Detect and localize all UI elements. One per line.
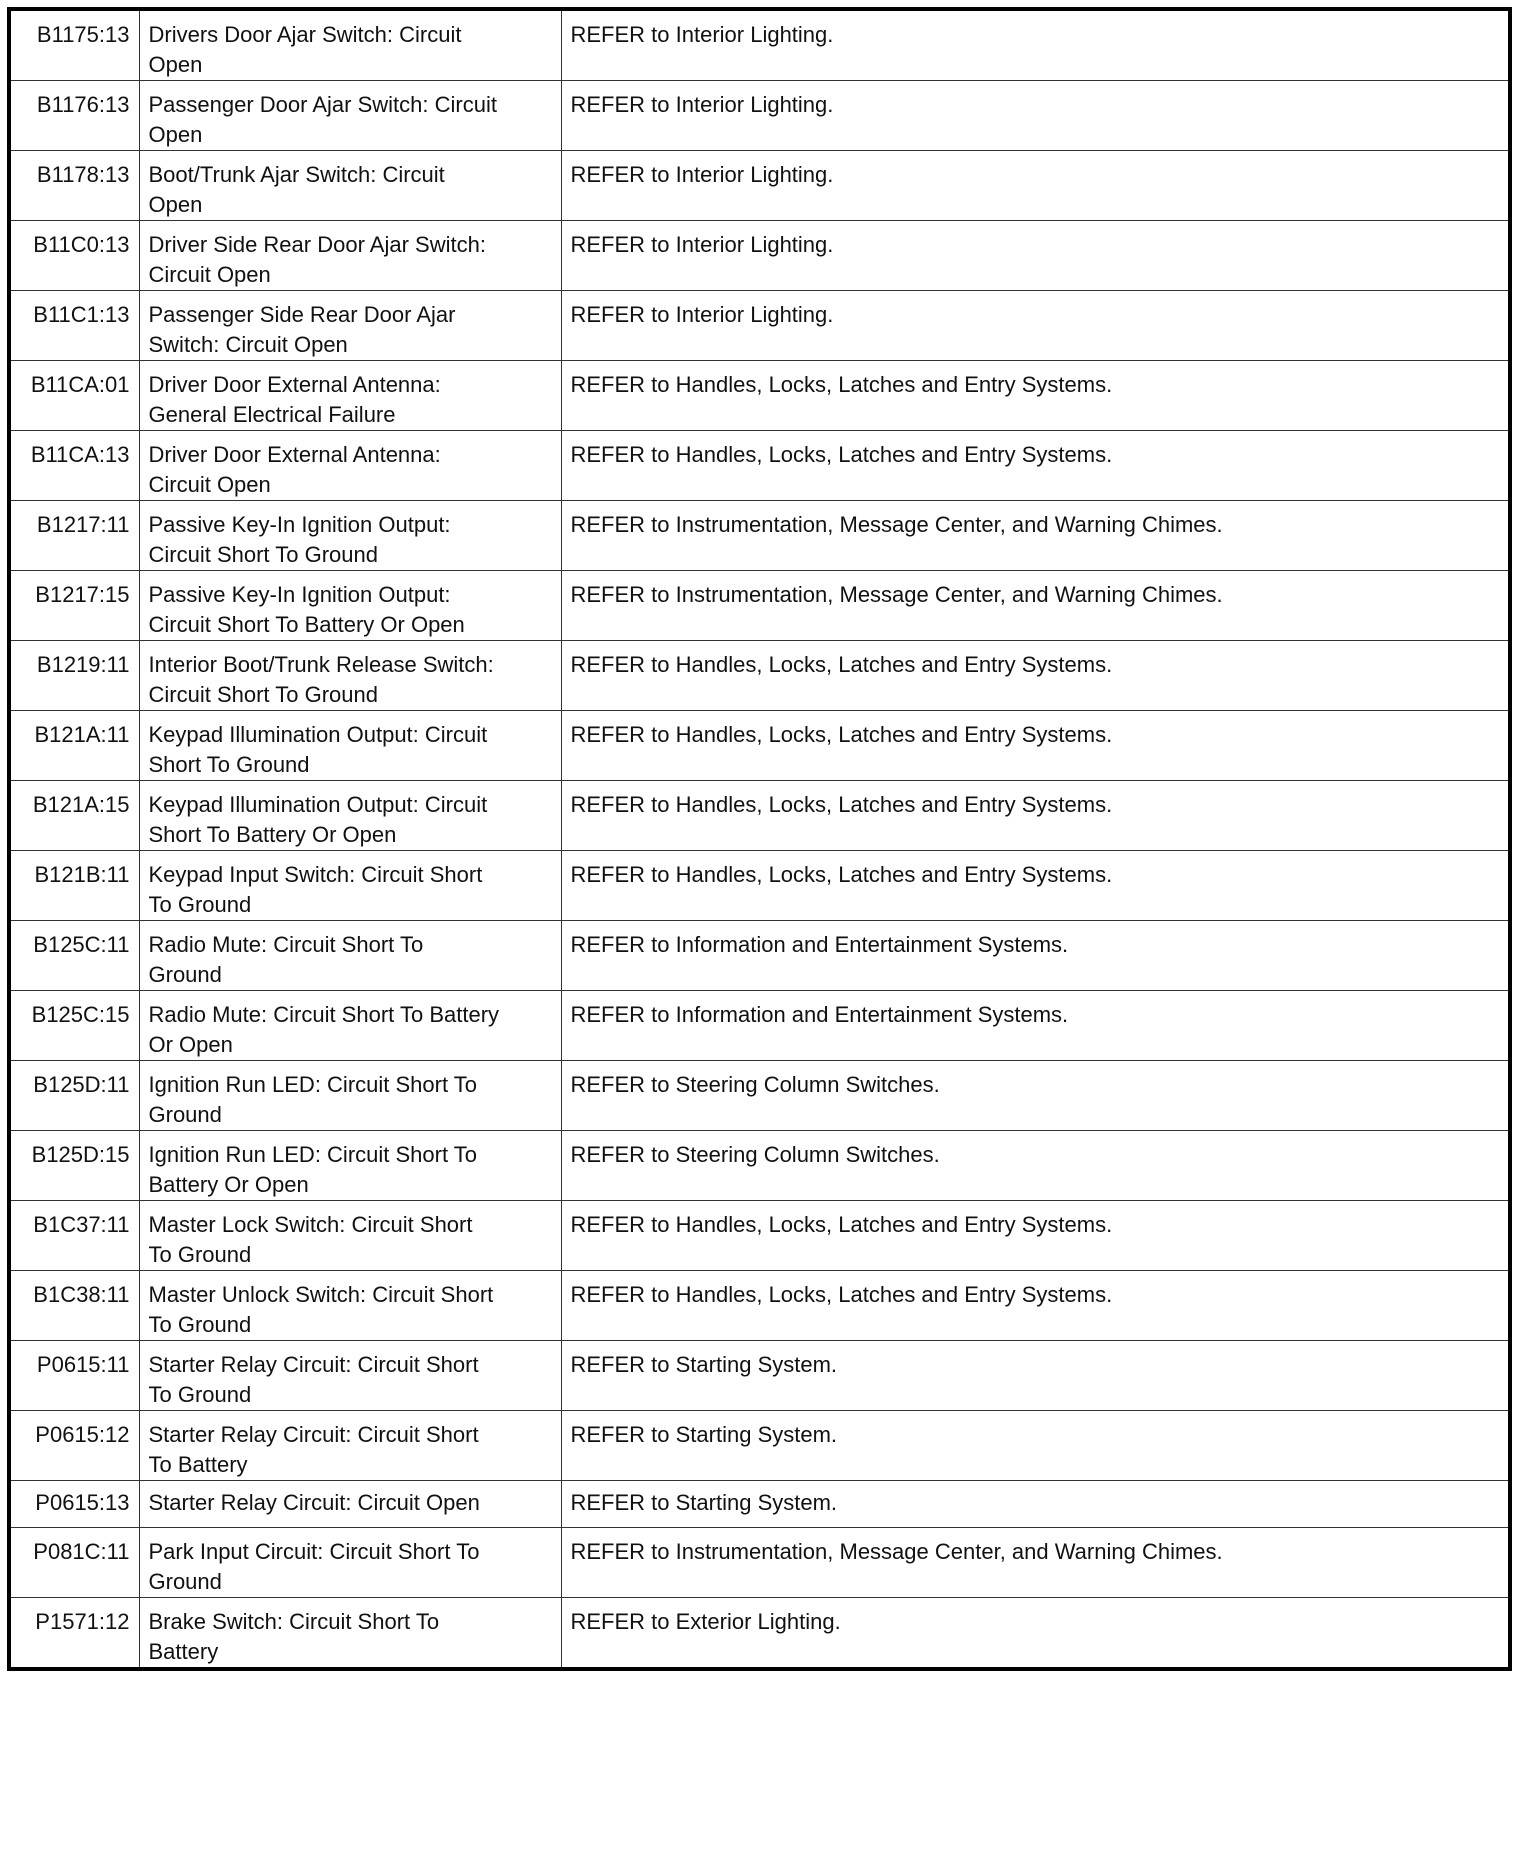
- description-cell: Starter Relay Circuit: Circuit Short To Battery: [139, 1411, 561, 1481]
- dtc-code-cell: P0615:12: [9, 1411, 139, 1481]
- action-cell: REFER to Interior Lighting.: [561, 151, 1510, 221]
- description-cell: Driver Door External Antenna: General Electrical Failure: [139, 361, 561, 431]
- dtc-code-cell: P0615:13: [9, 1481, 139, 1528]
- dtc-code-cell: B121B:11: [9, 851, 139, 921]
- table-row: [9, 501, 1510, 571]
- description-cell: Park Input Circuit: Circuit Short To Ground: [139, 1528, 561, 1598]
- description-cell: Master Lock Switch: Circuit Short To Ground: [139, 1201, 561, 1271]
- action-cell: REFER to Starting System.: [561, 1341, 1510, 1411]
- action-cell: REFER to Handles, Locks, Latches and Entry Systems.: [561, 431, 1510, 501]
- description-cell: Starter Relay Circuit: Circuit Short To Ground: [139, 1341, 561, 1411]
- table-row: [9, 1598, 1510, 1670]
- action-cell: REFER to Interior Lighting.: [561, 221, 1510, 291]
- description-cell: Keypad Illumination Output: Circuit Short To Ground: [139, 711, 561, 781]
- action-cell: REFER to Handles, Locks, Latches and Entry Systems.: [561, 641, 1510, 711]
- action-cell: REFER to Interior Lighting.: [561, 291, 1510, 361]
- description-cell: Interior Boot/Trunk Release Switch: Circuit Short To Ground: [139, 641, 561, 711]
- table-row: [9, 151, 1510, 221]
- action-cell: REFER to Starting System.: [561, 1481, 1510, 1528]
- dtc-code-cell: B1C37:11: [9, 1201, 139, 1271]
- action-cell: REFER to Handles, Locks, Latches and Entry Systems.: [561, 711, 1510, 781]
- dtc-code-cell: B11CA:13: [9, 431, 139, 501]
- description-cell: Passenger Door Ajar Switch: Circuit Open: [139, 81, 561, 151]
- action-cell: REFER to Instrumentation, Message Center, and Warning Chimes.: [561, 571, 1510, 641]
- action-cell: REFER to Information and Entertainment Systems.: [561, 921, 1510, 991]
- dtc-code-cell: B125D:11: [9, 1061, 139, 1131]
- dtc-code-cell: B1217:15: [9, 571, 139, 641]
- dtc-code-cell: B1176:13: [9, 81, 139, 151]
- table-row: [9, 571, 1510, 641]
- action-cell: REFER to Steering Column Switches.: [561, 1131, 1510, 1201]
- action-cell: REFER to Starting System.: [561, 1411, 1510, 1481]
- table-row: [9, 991, 1510, 1061]
- table-row: [9, 1341, 1510, 1411]
- table-row: [9, 361, 1510, 431]
- action-cell: REFER to Handles, Locks, Latches and Entry Systems.: [561, 851, 1510, 921]
- table-row: [9, 781, 1510, 851]
- dtc-code-cell: B1217:11: [9, 501, 139, 571]
- action-cell: REFER to Handles, Locks, Latches and Entry Systems.: [561, 781, 1510, 851]
- dtc-code-cell: P1571:12: [9, 1598, 139, 1670]
- table-row: [9, 641, 1510, 711]
- description-cell: Keypad Input Switch: Circuit Short To Ground: [139, 851, 561, 921]
- description-cell: Driver Door External Antenna: Circuit Open: [139, 431, 561, 501]
- description-cell: Drivers Door Ajar Switch: Circuit Open: [139, 9, 561, 81]
- table-row: [9, 431, 1510, 501]
- dtc-code-cell: B11C0:13: [9, 221, 139, 291]
- table-row: [9, 81, 1510, 151]
- table-row: [9, 1201, 1510, 1271]
- table-row: [9, 921, 1510, 991]
- table-row: [9, 1271, 1510, 1341]
- table-row: [9, 291, 1510, 361]
- dtc-code-cell: B1178:13: [9, 151, 139, 221]
- table-row: [9, 1481, 1510, 1528]
- description-cell: Boot/Trunk Ajar Switch: Circuit Open: [139, 151, 561, 221]
- dtc-code-cell: B1175:13: [9, 9, 139, 81]
- action-cell: REFER to Information and Entertainment Systems.: [561, 991, 1510, 1061]
- table-row: [9, 1061, 1510, 1131]
- dtc-code-cell: B11CA:01: [9, 361, 139, 431]
- action-cell: REFER to Steering Column Switches.: [561, 1061, 1510, 1131]
- action-cell: REFER to Interior Lighting.: [561, 9, 1510, 81]
- dtc-code-cell: B1219:11: [9, 641, 139, 711]
- dtc-table: [7, 7, 1512, 1671]
- description-cell: Passenger Side Rear Door Ajar Switch: Circuit Open: [139, 291, 561, 361]
- dtc-code-cell: B1C38:11: [9, 1271, 139, 1341]
- table-row: [9, 221, 1510, 291]
- action-cell: REFER to Instrumentation, Message Center, and Warning Chimes.: [561, 501, 1510, 571]
- table-row: [9, 851, 1510, 921]
- dtc-code-cell: B121A:11: [9, 711, 139, 781]
- action-cell: REFER to Instrumentation, Message Center, and Warning Chimes.: [561, 1528, 1510, 1598]
- description-cell: Passive Key-In Ignition Output: Circuit Short To Battery Or Open: [139, 571, 561, 641]
- dtc-code-cell: P0615:11: [9, 1341, 139, 1411]
- description-cell: Starter Relay Circuit: Circuit Open: [139, 1481, 561, 1528]
- description-cell: Radio Mute: Circuit Short To Ground: [139, 921, 561, 991]
- description-cell: Ignition Run LED: Circuit Short To Ground: [139, 1061, 561, 1131]
- table-row: [9, 711, 1510, 781]
- table-row: [9, 9, 1510, 81]
- table-row: [9, 1411, 1510, 1481]
- description-cell: Passive Key-In Ignition Output: Circuit Short To Ground: [139, 501, 561, 571]
- table-row: [9, 1528, 1510, 1598]
- action-cell: REFER to Handles, Locks, Latches and Entry Systems.: [561, 361, 1510, 431]
- dtc-code-cell: P081C:11: [9, 1528, 139, 1598]
- dtc-code-cell: B121A:15: [9, 781, 139, 851]
- description-cell: Brake Switch: Circuit Short To Battery: [139, 1598, 561, 1670]
- description-cell: Ignition Run LED: Circuit Short To Battery Or Open: [139, 1131, 561, 1201]
- dtc-table-body: [9, 9, 1510, 1669]
- dtc-code-cell: B125C:15: [9, 991, 139, 1061]
- table-row: [9, 1131, 1510, 1201]
- description-cell: Radio Mute: Circuit Short To Battery Or Open: [139, 991, 561, 1061]
- action-cell: REFER to Exterior Lighting.: [561, 1598, 1510, 1670]
- action-cell: REFER to Interior Lighting.: [561, 81, 1510, 151]
- dtc-code-cell: B125D:15: [9, 1131, 139, 1201]
- action-cell: REFER to Handles, Locks, Latches and Entry Systems.: [561, 1271, 1510, 1341]
- dtc-code-cell: B11C1:13: [9, 291, 139, 361]
- action-cell: REFER to Handles, Locks, Latches and Entry Systems.: [561, 1201, 1510, 1271]
- description-cell: Driver Side Rear Door Ajar Switch: Circuit Open: [139, 221, 561, 291]
- description-cell: Keypad Illumination Output: Circuit Short To Battery Or Open: [139, 781, 561, 851]
- dtc-code-cell: B125C:11: [9, 921, 139, 991]
- description-cell: Master Unlock Switch: Circuit Short To Ground: [139, 1271, 561, 1341]
